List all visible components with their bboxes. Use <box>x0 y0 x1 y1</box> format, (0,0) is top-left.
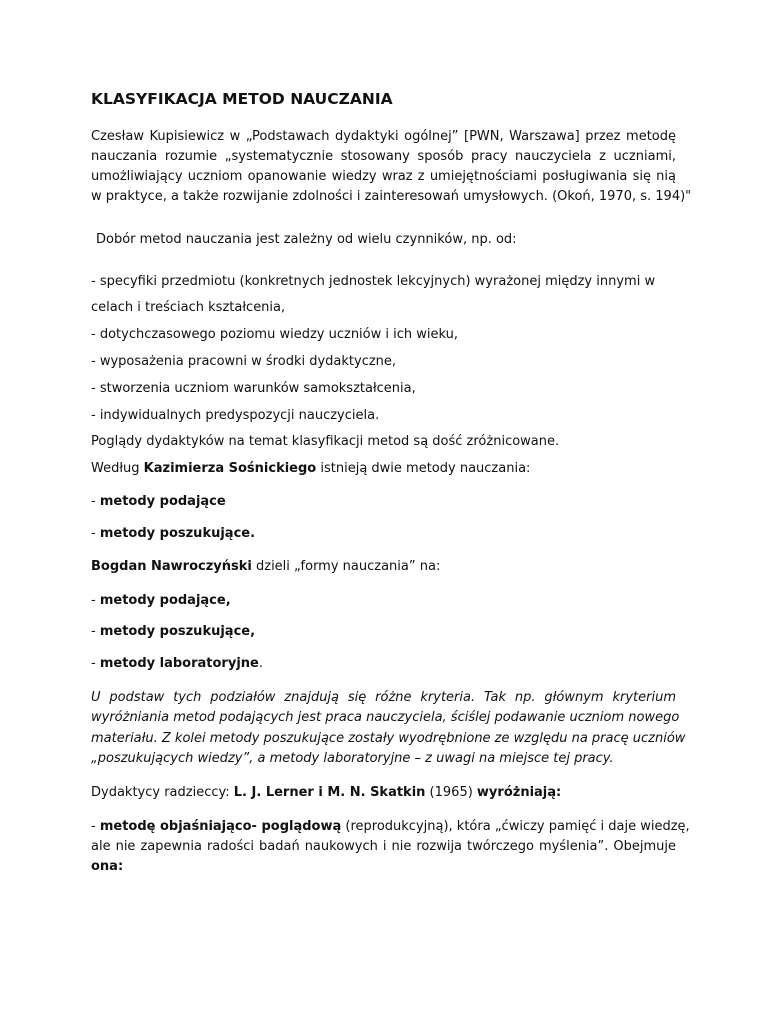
criteria-line-2: wyróżniania metod podających jest praca nauczyciela, ściślej podawanie uczniom nowego <box>91 710 680 725</box>
dash: - <box>91 819 100 834</box>
period: . <box>258 656 263 671</box>
dash: - <box>91 494 100 509</box>
method-label: metody podające, <box>99 593 231 608</box>
dash: - <box>91 624 100 639</box>
views-line: Poglądy dydaktyków na temat klasyfikacji metod są dość zróżnicowane. <box>91 434 560 449</box>
factor-item-3: - wyposażenia pracowni w środki dydaktyczne, <box>91 354 397 369</box>
method-name: metodę objaśniająco- poglądową <box>99 819 342 834</box>
nawroczynski-name: Bogdan Nawroczyński <box>91 559 252 574</box>
factor-item-1a: - specyfiki przedmiotu (konkretnych jednostek lekcyjnych) wyrażonej między innymi w <box>91 274 656 289</box>
method-label: metody poszukujące. <box>99 526 256 541</box>
factor-item-2: - dotychczasowego poziomu wiedzy uczniów i ich wieku, <box>91 327 459 342</box>
method-line-1 <box>91 818 690 836</box>
factor-item-1b: celach i treściach kształcenia, <box>91 300 286 315</box>
criteria-line-4: „poszukujących wiedzy”, a metody laboratoryjne – z uwagi na miejsce tej pracy. <box>91 751 614 766</box>
method-line-2: ale nie zapewnia radości badań naukowych i nie rozwija twórczego myślenia”. Obejmuje <box>91 839 676 854</box>
intro-line-1: Czesław Kupisiewicz w „Podstawach dydaktyki ogólnej” [PWN, Warszawa] przez metodę <box>91 129 676 144</box>
criteria-line-1: U podstaw tych podziałów znajdują się różne kryteria. Tak np. głównym kryterium <box>91 690 676 705</box>
method-label: metody podające <box>99 494 226 509</box>
soviet-names: L. J. Lerner i M. N. Skatkin <box>233 785 426 800</box>
nawroczynski-method-2 <box>91 623 255 641</box>
soviet-verb: wyróżniają: <box>476 785 562 800</box>
method-rest: (reprodukcyjną), która „ćwiczy pamięć i daje wiedzę, <box>341 819 690 834</box>
sosnicki-post: istnieją dwie metody nauczania: <box>316 461 531 476</box>
dash: - <box>91 656 100 671</box>
method-line-3: ona: <box>91 859 124 874</box>
soviet-year: (1965) <box>425 785 477 800</box>
soviet-pre: Dydaktycy radzieccy: <box>91 785 234 800</box>
factor-item-4: - stworzenia uczniom warunków samokształcenia, <box>91 381 416 396</box>
document-title: KLASYFIKACJA METOD NAUCZANIA <box>91 90 393 108</box>
criteria-line-3: materiału. Z kolei metody poszukujące zostały wyodrębnione ze względu na pracę uczniów <box>91 731 686 746</box>
sosnicki-name: Kazimierza Sośnickiego <box>143 461 317 476</box>
sosnicki-method-1 <box>91 493 226 511</box>
factors-lead: Dobór metod nauczania jest zależny od wielu czynników, np. od: <box>96 232 517 247</box>
intro-line-2: nauczania rozumie „systematycznie stosowany sposób pracy nauczyciela z uczniami, <box>91 149 676 164</box>
nawroczynski-method-1 <box>91 592 231 610</box>
intro-line-3: umożliwiający uczniom opanowanie wiedzy wraz z umiejętnościami posługiwania się nią <box>91 169 676 184</box>
method-label: metody laboratoryjne <box>99 656 259 671</box>
soviet-line <box>91 784 561 802</box>
nawroczynski-line <box>91 558 440 576</box>
sosnicki-line <box>91 460 530 478</box>
nawroczynski-method-3 <box>91 655 263 673</box>
dash: - <box>91 593 100 608</box>
sosnicki-pre: Według <box>91 461 144 476</box>
sosnicki-method-2 <box>91 525 255 543</box>
intro-line-4: w praktyce, a także rozwijanie zdolności i zainteresowań umysłowych. (Okoń, 1970, s. 194)" <box>91 189 692 204</box>
factor-item-5: - indywidualnych predyspozycji nauczyciela. <box>91 408 380 423</box>
dash: - <box>91 526 100 541</box>
nawroczynski-post: dzieli „formy nauczania” na: <box>251 559 441 574</box>
method-label: metody poszukujące, <box>99 624 256 639</box>
